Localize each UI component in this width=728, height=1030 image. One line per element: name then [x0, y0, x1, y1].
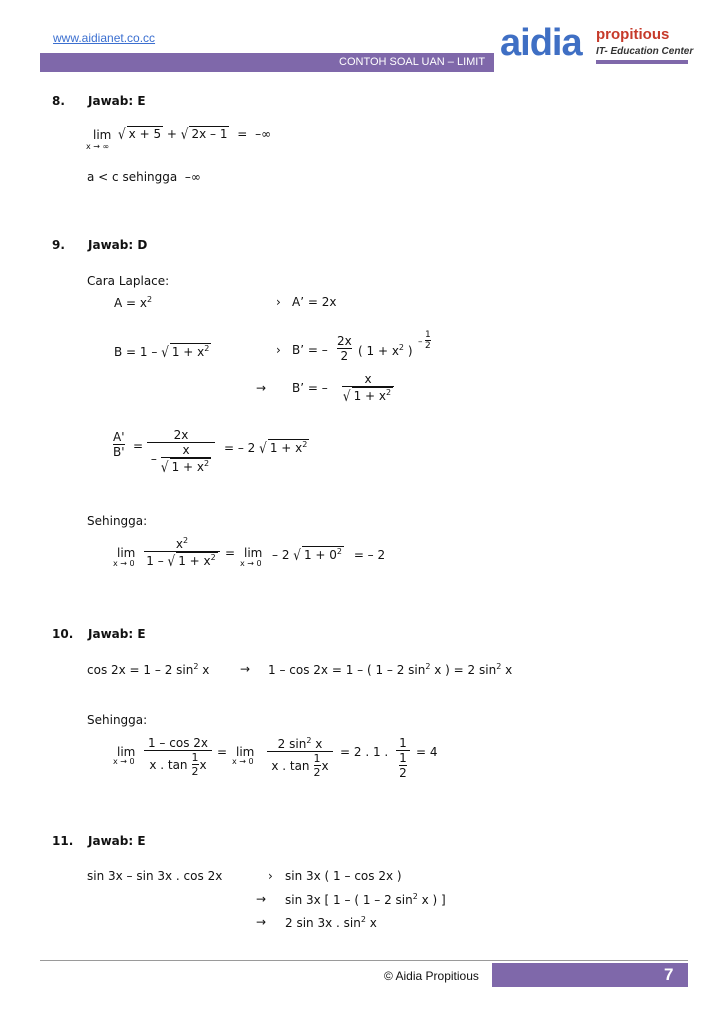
q10-eq-2: = 2 . 1 . [340, 745, 389, 759]
q11-arrow-2: → [256, 892, 267, 906]
q10-frac-1: 1 – cos 2x x . tan 1 2 x [144, 736, 212, 778]
q11-step-3: 2 sin 3x . $\sin^2 x$ [285, 915, 377, 930]
q10-hence: Sehingga: [87, 713, 148, 727]
q8-answer: Jawab: E [88, 94, 146, 108]
logo-brand-sub: IT- Education Center [596, 46, 694, 57]
q11-step-2: sin 3x [ 1 – ( 1 – 2 $\sin^2 x$ ) ] [285, 892, 446, 907]
logo-text: aidia [500, 22, 582, 64]
q8-lim-sub: x → ∞ [86, 142, 110, 151]
q9-arrow-1: › [276, 295, 281, 309]
q8-number: 8. [52, 94, 65, 108]
q9-a-def: $A = x^2$ [114, 295, 153, 310]
q9-b-derivative-pre: B’ = – [292, 343, 328, 357]
q11-step-1: sin 3x ( 1 – cos 2x ) [285, 869, 402, 883]
footer-rule [40, 960, 688, 961]
footer-copyright: © Aidia Propitious [384, 969, 479, 983]
q9-lim-2: lim [244, 546, 263, 560]
aidia-logo [500, 18, 694, 78]
q9-ratio-complex-frac: 2x – x √ $1 + x^2$ [147, 428, 215, 474]
q9-limit-frac: $x^2$ 1 – √ $1 + x^2$ [144, 536, 220, 568]
q9-a-derivative: A’ = 2x [292, 295, 337, 309]
q9-arrow-3: → [256, 381, 267, 395]
logo-underline [596, 60, 688, 64]
q11-number: 11. [52, 834, 74, 848]
q10-frac-2: 2 $\sin^2 x$ x . tan 1 2 x [267, 736, 333, 779]
q9-ratio-result: = – 2 √ $1 + x^2$ [224, 439, 308, 457]
q9-lim-2-sub: x → 0 [240, 559, 262, 568]
q9-b-exp-sign: – [418, 337, 423, 347]
q10-answer: Jawab: E [88, 627, 146, 641]
q10-lim: lim [117, 745, 136, 759]
q11-arrow-1: › [268, 869, 273, 883]
q8-lim: lim [93, 128, 112, 142]
q10-identity: cos 2x = 1 – 2 $\sin^2 x$ [87, 662, 210, 677]
q9-arrow-2: › [276, 343, 281, 357]
q8-expression: √ x + 5 + √ 2x – 1 = –∞ [118, 125, 272, 143]
q10-result: = 4 [416, 745, 438, 759]
footer-band [492, 963, 688, 987]
q9-limit-result: – 2 √ $1 + 0^2$ = – 2 [272, 546, 386, 564]
q10-arrow: → [240, 662, 251, 676]
q9-b-def: B = 1 – √ $1 + x^2$ [114, 343, 210, 361]
q10-lim-2-sub: x → 0 [232, 757, 254, 766]
logo-brand: propitious [596, 26, 670, 43]
q10-lim-2: lim [236, 745, 255, 759]
page-number: 7 [664, 965, 674, 984]
q11-answer: Jawab: E [88, 834, 146, 848]
q10-eq-1: = [217, 745, 228, 759]
q9-lim: lim [117, 546, 136, 560]
q9-hence: Sehingga: [87, 514, 148, 528]
q9-answer: Jawab: D [88, 238, 148, 252]
q9-number: 9. [52, 238, 65, 252]
header-title: CONTOH SOAL UAN – LIMIT [339, 56, 486, 68]
q10-number: 10. [52, 627, 74, 641]
q9-b-paren: ( $1 + x^2$ ) [358, 343, 413, 358]
q9-b-exp-frac: 1 2 [425, 330, 431, 351]
q10-identity-rhs: 1 – cos 2x = 1 – ( 1 – 2 $\sin^2 x$ ) = 2 $\sin^2 x$ [268, 662, 513, 677]
q8-conclusion: a < c sehingga –∞ [87, 170, 201, 184]
q9-b-derivative2-frac: x √ $1 + x^2$ [342, 372, 394, 403]
q11-lhs: sin 3x – sin 3x . cos 2x [87, 869, 223, 883]
q9-limit-eq: = [225, 546, 236, 560]
q9-b-derivative2-pre: B’ = – [292, 381, 328, 395]
q10-lim-sub: x → 0 [113, 757, 135, 766]
q11-arrow-3: → [256, 915, 267, 929]
q9-ratio: A' B' [113, 430, 125, 459]
header-url[interactable]: www.aidianet.co.cc [53, 31, 156, 45]
q9-b-coef-frac: 2x 2 [337, 334, 352, 363]
q9-method: Cara Laplace: [87, 274, 170, 288]
q10-frac-3: 1 1 2 [396, 736, 410, 780]
q9-ratio-eq: = [133, 439, 144, 453]
q9-lim-sub: x → 0 [113, 559, 135, 568]
